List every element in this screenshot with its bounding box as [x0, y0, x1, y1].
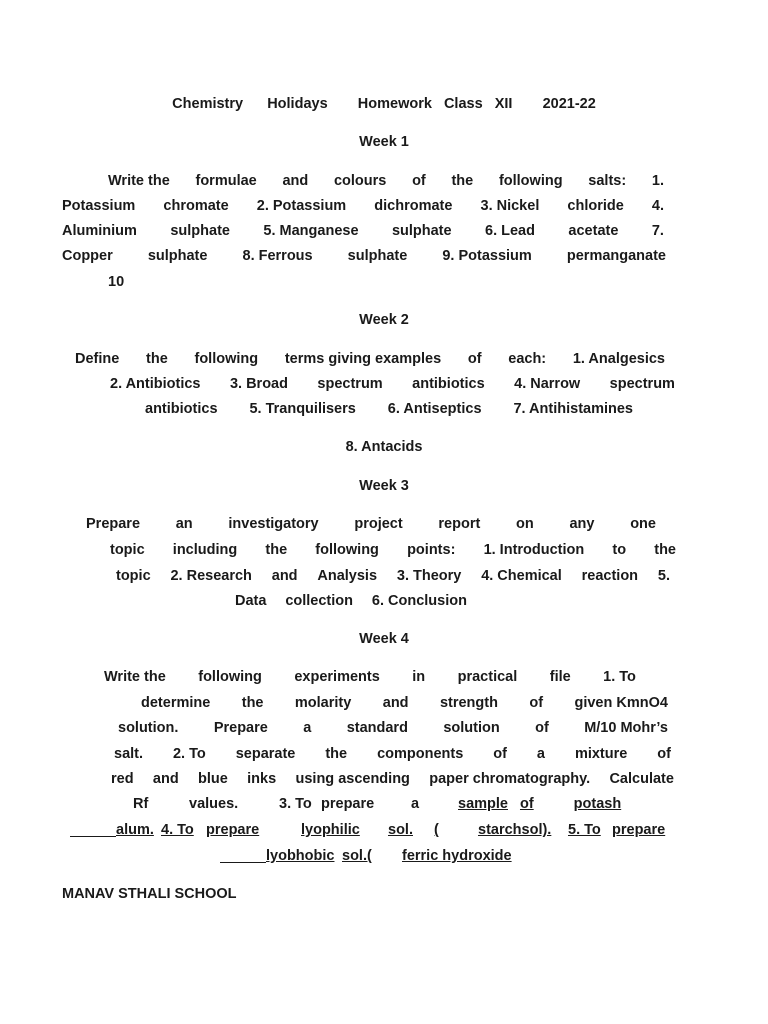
word: spectrum — [317, 376, 383, 392]
word: following — [498, 173, 563, 189]
week1-line-2 — [62, 198, 664, 214]
word: ( — [434, 822, 439, 838]
word: and — [382, 695, 409, 711]
word: collection — [285, 593, 354, 609]
week1-heading: Week 1 — [359, 134, 409, 150]
word: project — [354, 516, 403, 532]
word: components — [377, 746, 464, 762]
word: 7. — [651, 223, 664, 239]
word: antibiotics — [412, 376, 485, 392]
word: sulphate — [147, 248, 208, 264]
word: Rf — [133, 796, 149, 812]
word: a — [536, 746, 545, 762]
word: 3. Theory — [396, 568, 462, 584]
word: 5. Tranquilisers — [249, 401, 356, 417]
word: on — [516, 516, 534, 532]
word: 5. To — [568, 822, 601, 838]
word: blue — [198, 771, 228, 787]
word: Data — [235, 593, 267, 609]
word: colours — [333, 173, 387, 189]
week4-line-3 — [118, 720, 668, 736]
word: antibiotics — [145, 401, 218, 417]
document-title: Chemistry Holidays Homework Class XII 2021-22 — [172, 96, 596, 112]
week3-heading: Week 3 — [359, 478, 409, 494]
word: topic — [110, 542, 145, 558]
word: prepare — [206, 822, 260, 838]
word: red — [111, 771, 134, 787]
week1-line-5 — [108, 274, 124, 290]
week3-line-2 — [110, 542, 676, 558]
word: 5. Manganese — [263, 223, 359, 239]
week2-line-3 — [145, 401, 633, 417]
word: ferric hydroxide — [402, 848, 512, 864]
word: following — [315, 542, 379, 558]
word: determine — [141, 695, 211, 711]
week4-line-8 — [220, 848, 520, 864]
word: Copper — [62, 248, 113, 264]
word: chromate — [163, 198, 229, 214]
word: a — [411, 796, 420, 812]
word: standard — [346, 720, 408, 736]
word: of — [657, 746, 671, 762]
week4-line-4 — [114, 746, 671, 762]
word: sol. — [388, 822, 413, 838]
week1-line-1 — [108, 173, 664, 189]
word: 1. Introduction — [483, 542, 585, 558]
word: chloride — [567, 198, 624, 214]
word: the — [654, 542, 676, 558]
word: alum. — [116, 822, 154, 838]
word: starchsol). — [478, 822, 552, 838]
word: strength — [439, 695, 498, 711]
word: Prepare — [86, 516, 141, 532]
word: permanganate — [566, 248, 666, 264]
week2-line-2 — [110, 376, 675, 392]
word: experiments — [294, 669, 380, 685]
word: Write the — [104, 669, 166, 685]
word: acetate — [568, 223, 619, 239]
word: 3. To — [279, 796, 312, 812]
word: of — [467, 351, 482, 367]
word: prepare — [612, 822, 666, 838]
word: 1. To — [603, 669, 636, 685]
word: report — [438, 516, 481, 532]
word: 2. Potassium — [256, 198, 347, 214]
week3-line-4 — [235, 593, 467, 609]
word: 5. — [657, 568, 670, 584]
word: Aluminium — [62, 223, 137, 239]
word: of — [519, 796, 534, 812]
word: sulphate — [391, 223, 452, 239]
word: 4. Narrow — [514, 376, 581, 392]
word: 10 — [108, 274, 125, 290]
week4-line-5 — [111, 771, 674, 787]
word: 8. Ferrous — [242, 248, 313, 264]
word: using ascending — [295, 771, 410, 787]
word: of — [493, 746, 507, 762]
word: formulae — [195, 173, 257, 189]
word: mixture — [574, 746, 628, 762]
week2-line-4: 8. Antacids — [345, 439, 423, 455]
word: practical — [457, 669, 518, 685]
word: reaction — [581, 568, 639, 584]
word: 6. Conclusion — [371, 593, 467, 609]
word: 3. Nickel — [480, 198, 540, 214]
word: values. — [189, 796, 239, 812]
word: 7. Antihistamines — [513, 401, 633, 417]
word: points: — [407, 542, 456, 558]
week4-line-2 — [141, 695, 668, 711]
word: lyobhobic — [266, 848, 335, 864]
word: paper chromatography. — [429, 771, 591, 787]
word: 2. Antibiotics — [110, 376, 201, 392]
word: and — [271, 568, 298, 584]
word: M/10 Mohr’s — [584, 720, 668, 736]
week4-heading: Week 4 — [359, 631, 409, 647]
word: an — [175, 516, 193, 532]
word: Prepare — [213, 720, 268, 736]
word: terms giving examples — [284, 351, 442, 367]
word: one — [630, 516, 656, 532]
word: 4. — [651, 198, 664, 214]
week1-line-3 — [62, 223, 664, 239]
week4-line-6 — [133, 796, 645, 812]
word: sulphate — [170, 223, 230, 239]
underline-rule — [70, 822, 116, 837]
word: a — [303, 720, 312, 736]
word: Analysis — [317, 568, 378, 584]
week3-line-3 — [116, 568, 670, 584]
word: topic — [116, 568, 151, 584]
word: Calculate — [609, 771, 674, 787]
word: given KmnO4 — [574, 695, 668, 711]
word: sulphate — [347, 248, 408, 264]
word: solution — [443, 720, 500, 736]
word: dichromate — [374, 198, 453, 214]
word: and — [282, 173, 309, 189]
word: Potassium — [62, 198, 136, 214]
word: 4. To — [161, 822, 194, 838]
week2-line-1 — [75, 351, 665, 367]
word: salt. — [114, 746, 144, 762]
word: the — [146, 351, 168, 367]
week1-line-4 — [62, 248, 666, 264]
word: file — [549, 669, 571, 685]
word: of — [535, 720, 549, 736]
word: investigatory — [228, 516, 319, 532]
word: 9. Potassium — [442, 248, 532, 264]
word: following — [194, 351, 259, 367]
word: prepare — [321, 796, 375, 812]
school-name: MANAV STHALI SCHOOL — [62, 886, 237, 902]
word: inks — [247, 771, 277, 787]
word: of — [412, 173, 426, 189]
word: 2. Research — [170, 568, 252, 584]
week3-line-1 — [86, 516, 656, 532]
word: any — [569, 516, 595, 532]
word: including — [172, 542, 238, 558]
word: solution. — [118, 720, 179, 736]
word: the — [325, 746, 348, 762]
word: sol.( — [342, 848, 372, 864]
word: the — [265, 542, 288, 558]
word: lyophilic — [301, 822, 360, 838]
word: 6. Antiseptics — [387, 401, 482, 417]
word: 2. To — [172, 746, 206, 762]
word: molarity — [294, 695, 352, 711]
week2-heading: Week 2 — [359, 312, 409, 328]
word: Define — [75, 351, 120, 367]
word: 1. — [651, 173, 664, 189]
word: salts: — [588, 173, 627, 189]
word: in — [412, 669, 426, 685]
word: 3. Broad — [229, 376, 288, 392]
word: the — [241, 695, 264, 711]
word: and — [152, 771, 179, 787]
word: following — [198, 669, 262, 685]
underline-rule — [220, 848, 266, 863]
word: Write the — [108, 173, 170, 189]
word: of — [529, 695, 544, 711]
word: spectrum — [609, 376, 675, 392]
word: 1. Analgesics — [572, 351, 665, 367]
week4-line-7 — [70, 822, 670, 838]
word: 4. Chemical — [481, 568, 562, 584]
week4-line-1 — [104, 669, 636, 685]
word: separate — [235, 746, 296, 762]
word: 6. Lead — [485, 223, 535, 239]
word: sample — [458, 796, 508, 812]
word: each: — [508, 351, 547, 367]
word: to — [612, 542, 627, 558]
word: potash — [573, 796, 622, 812]
word: the — [451, 173, 474, 189]
